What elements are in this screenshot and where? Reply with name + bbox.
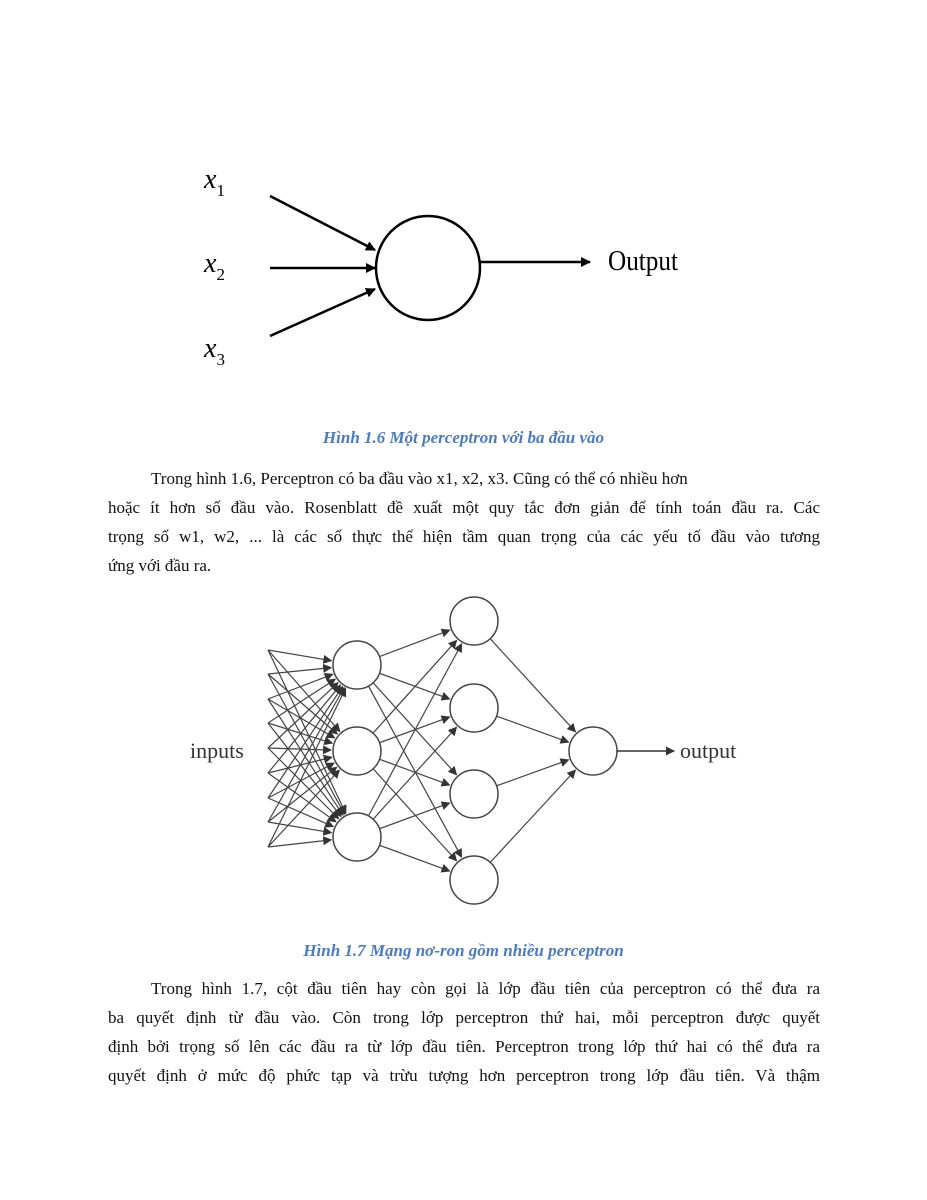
layer-1-node	[333, 641, 381, 689]
paragraph-1-line-2: hoặc ít hơn số đầu vào. Rosenblatt đề xuất một quy tắc đơn giản để tính toán đầu ra. Các	[108, 498, 820, 517]
input-arrow-3	[270, 289, 375, 336]
hidden-edge	[497, 716, 569, 742]
perceptron-diagram	[180, 150, 700, 390]
output-label: Output	[608, 246, 679, 277]
paragraph-2	[108, 974, 820, 1090]
layer-1-node	[333, 727, 381, 775]
input-arrow-1	[270, 196, 375, 250]
inputs-label: inputs	[190, 738, 244, 763]
output-node	[569, 727, 617, 775]
figure-1-6-caption: Hình 1.6 Một perceptron với ba đầu vào	[322, 428, 605, 447]
hidden-edge	[380, 759, 450, 785]
hidden-edge	[380, 845, 450, 871]
paragraph-2-line-2: ba quyết định từ đầu vào. Còn trong lớp perceptron thứ hai, mỗi perceptron được quyết	[108, 1008, 820, 1027]
network-nodes	[333, 597, 617, 904]
input-x3-label: $x_3$	[204, 333, 225, 369]
input-edge	[268, 674, 337, 734]
input-edge	[268, 650, 331, 661]
hidden-edge	[368, 686, 461, 857]
layer-2-node	[450, 770, 498, 818]
paragraph-2-line-3: định bởi trọng số lên các đầu ra từ lớp đầu tiên. Perceptron trong lớp thứ hai có thể đưa ra	[108, 1037, 820, 1056]
layer-1-node	[333, 813, 381, 861]
hidden-edge	[497, 760, 569, 786]
input-x2-label: $x_2$	[204, 248, 225, 284]
input-edge	[268, 687, 343, 798]
network-edges	[268, 630, 575, 871]
paragraph-2-line-1: Trong hình 1.7, cột đầu tiên hay còn gọi là lớp đầu tiên của perceptron có thể đưa ra	[151, 979, 820, 998]
layer-2-node	[450, 856, 498, 904]
paragraph-1-line-4: ứng với đầu ra.	[108, 556, 212, 575]
layer-2-node	[450, 684, 498, 732]
paragraph-1-line-3: trọng số w1, w2, ... là các số thực thể hiện tầm quan trọng của các yếu tố đầu vào tương	[108, 527, 820, 546]
input-x1-label: $x_1$	[204, 164, 225, 200]
paragraph-1-line-1: Trong hình 1.6, Perceptron có ba đầu vào x1, x2, x3. Cũng có thể có nhiều hơn	[151, 469, 688, 488]
hidden-edge	[368, 644, 461, 816]
figure-1-7-caption: Hình 1.7 Mạng nơ-ron gồm nhiều perceptron	[303, 941, 624, 960]
input-edge	[268, 840, 331, 847]
output-label-network: output	[680, 738, 737, 763]
layer-2-node	[450, 597, 498, 645]
paragraph-2-line-4: quyết định ở mức độ phức tạp và trừu tượng hơn perceptron trong lớp đầu tiên. Và thậm	[108, 1066, 820, 1085]
perceptron-node	[376, 216, 480, 320]
input-edge	[268, 685, 340, 773]
neural-network-diagram	[180, 590, 760, 920]
hidden-edge	[379, 630, 449, 656]
paragraph-1	[108, 464, 820, 580]
